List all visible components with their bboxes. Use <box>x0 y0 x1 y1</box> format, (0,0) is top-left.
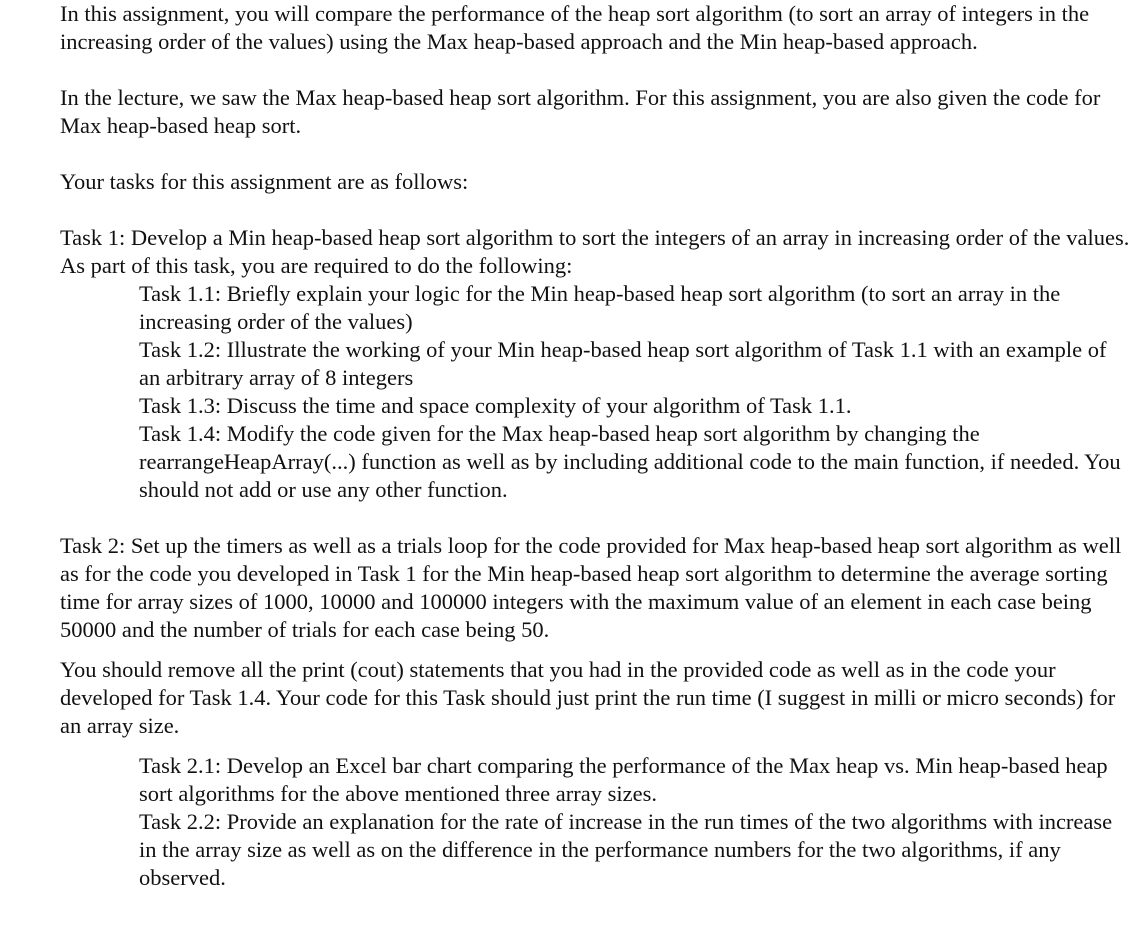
task-2-heading: Task 2: Set up the timers as well as a trials loop for the code provided for Max heap-based heap sort algorithm as well as for the code you developed in Task 1 for the Min heap-based heap sort algorithm to determine the average sorting time for array sizes of 1000, 10000 and 100000 integers with the maximum value of an element in each case being 50000 and the number of trials for each case being 50. <box>60 533 1122 642</box>
task-2-subtasks <box>60 752 1130 892</box>
task-1-1: Task 1.1: Briefly explain your logic for the Min heap-based heap sort algorithm (to sort an array in the increasing order of the values) <box>139 281 1061 334</box>
task-1-4: Task 1.4: Modify the code given for the Max heap-based heap sort algorithm by changing the rearrangeHeapArray(...) function as well as by including additional code to the main function, if needed. You should not add or use any other function. <box>139 421 1121 502</box>
tasks-intro-paragraph: Your tasks for this assignment are as follows: <box>60 169 469 194</box>
lecture-paragraph: In the lecture, we saw the Max heap-based heap sort algorithm. For this assignment, you are also given the code for Max heap-based heap sort. <box>60 85 1101 138</box>
intro-paragraph: In this assignment, you will compare the performance of the heap sort algorithm (to sort an array of integers in the increasing order of the values) using the Max heap-based approach and the Min heap-based approach. <box>60 1 1090 54</box>
task-1-2: Task 1.2: Illustrate the working of your Min heap-based heap sort algorithm of Task 1.1 with an example of an arbitrary array of 8 integers <box>139 337 1107 390</box>
remove-print-note: You should remove all the print (cout) statements that you had in the provided code as well as in the code your developed for Task 1.4. Your code for this Task should just print the run time (I suggest in milli or micro seconds) for an array size. <box>60 657 1116 738</box>
task-2-1: Task 2.1: Develop an Excel bar chart comparing the performance of the Max heap vs. Min heap-based heap sort algorithms for the above mentioned three array sizes. <box>139 753 1108 806</box>
task-1-heading: Task 1: Develop a Min heap-based heap sort algorithm to sort the integers of an array in increasing order of the values. As part of this task, you are required to do the following: <box>60 225 1130 278</box>
task-1-subtasks <box>60 280 1130 504</box>
task-2-section <box>60 532 1130 892</box>
assignment-document <box>60 0 1130 892</box>
task-2-2: Task 2.2: Provide an explanation for the rate of increase in the run times of the two algorithms with increase in the array size as well as on the difference in the performance numbers for the two algorithms, if any observed. <box>139 809 1113 890</box>
task-1-3: Task 1.3: Discuss the time and space complexity of your algorithm of Task 1.1. <box>139 393 852 418</box>
task-1-section <box>60 224 1130 504</box>
